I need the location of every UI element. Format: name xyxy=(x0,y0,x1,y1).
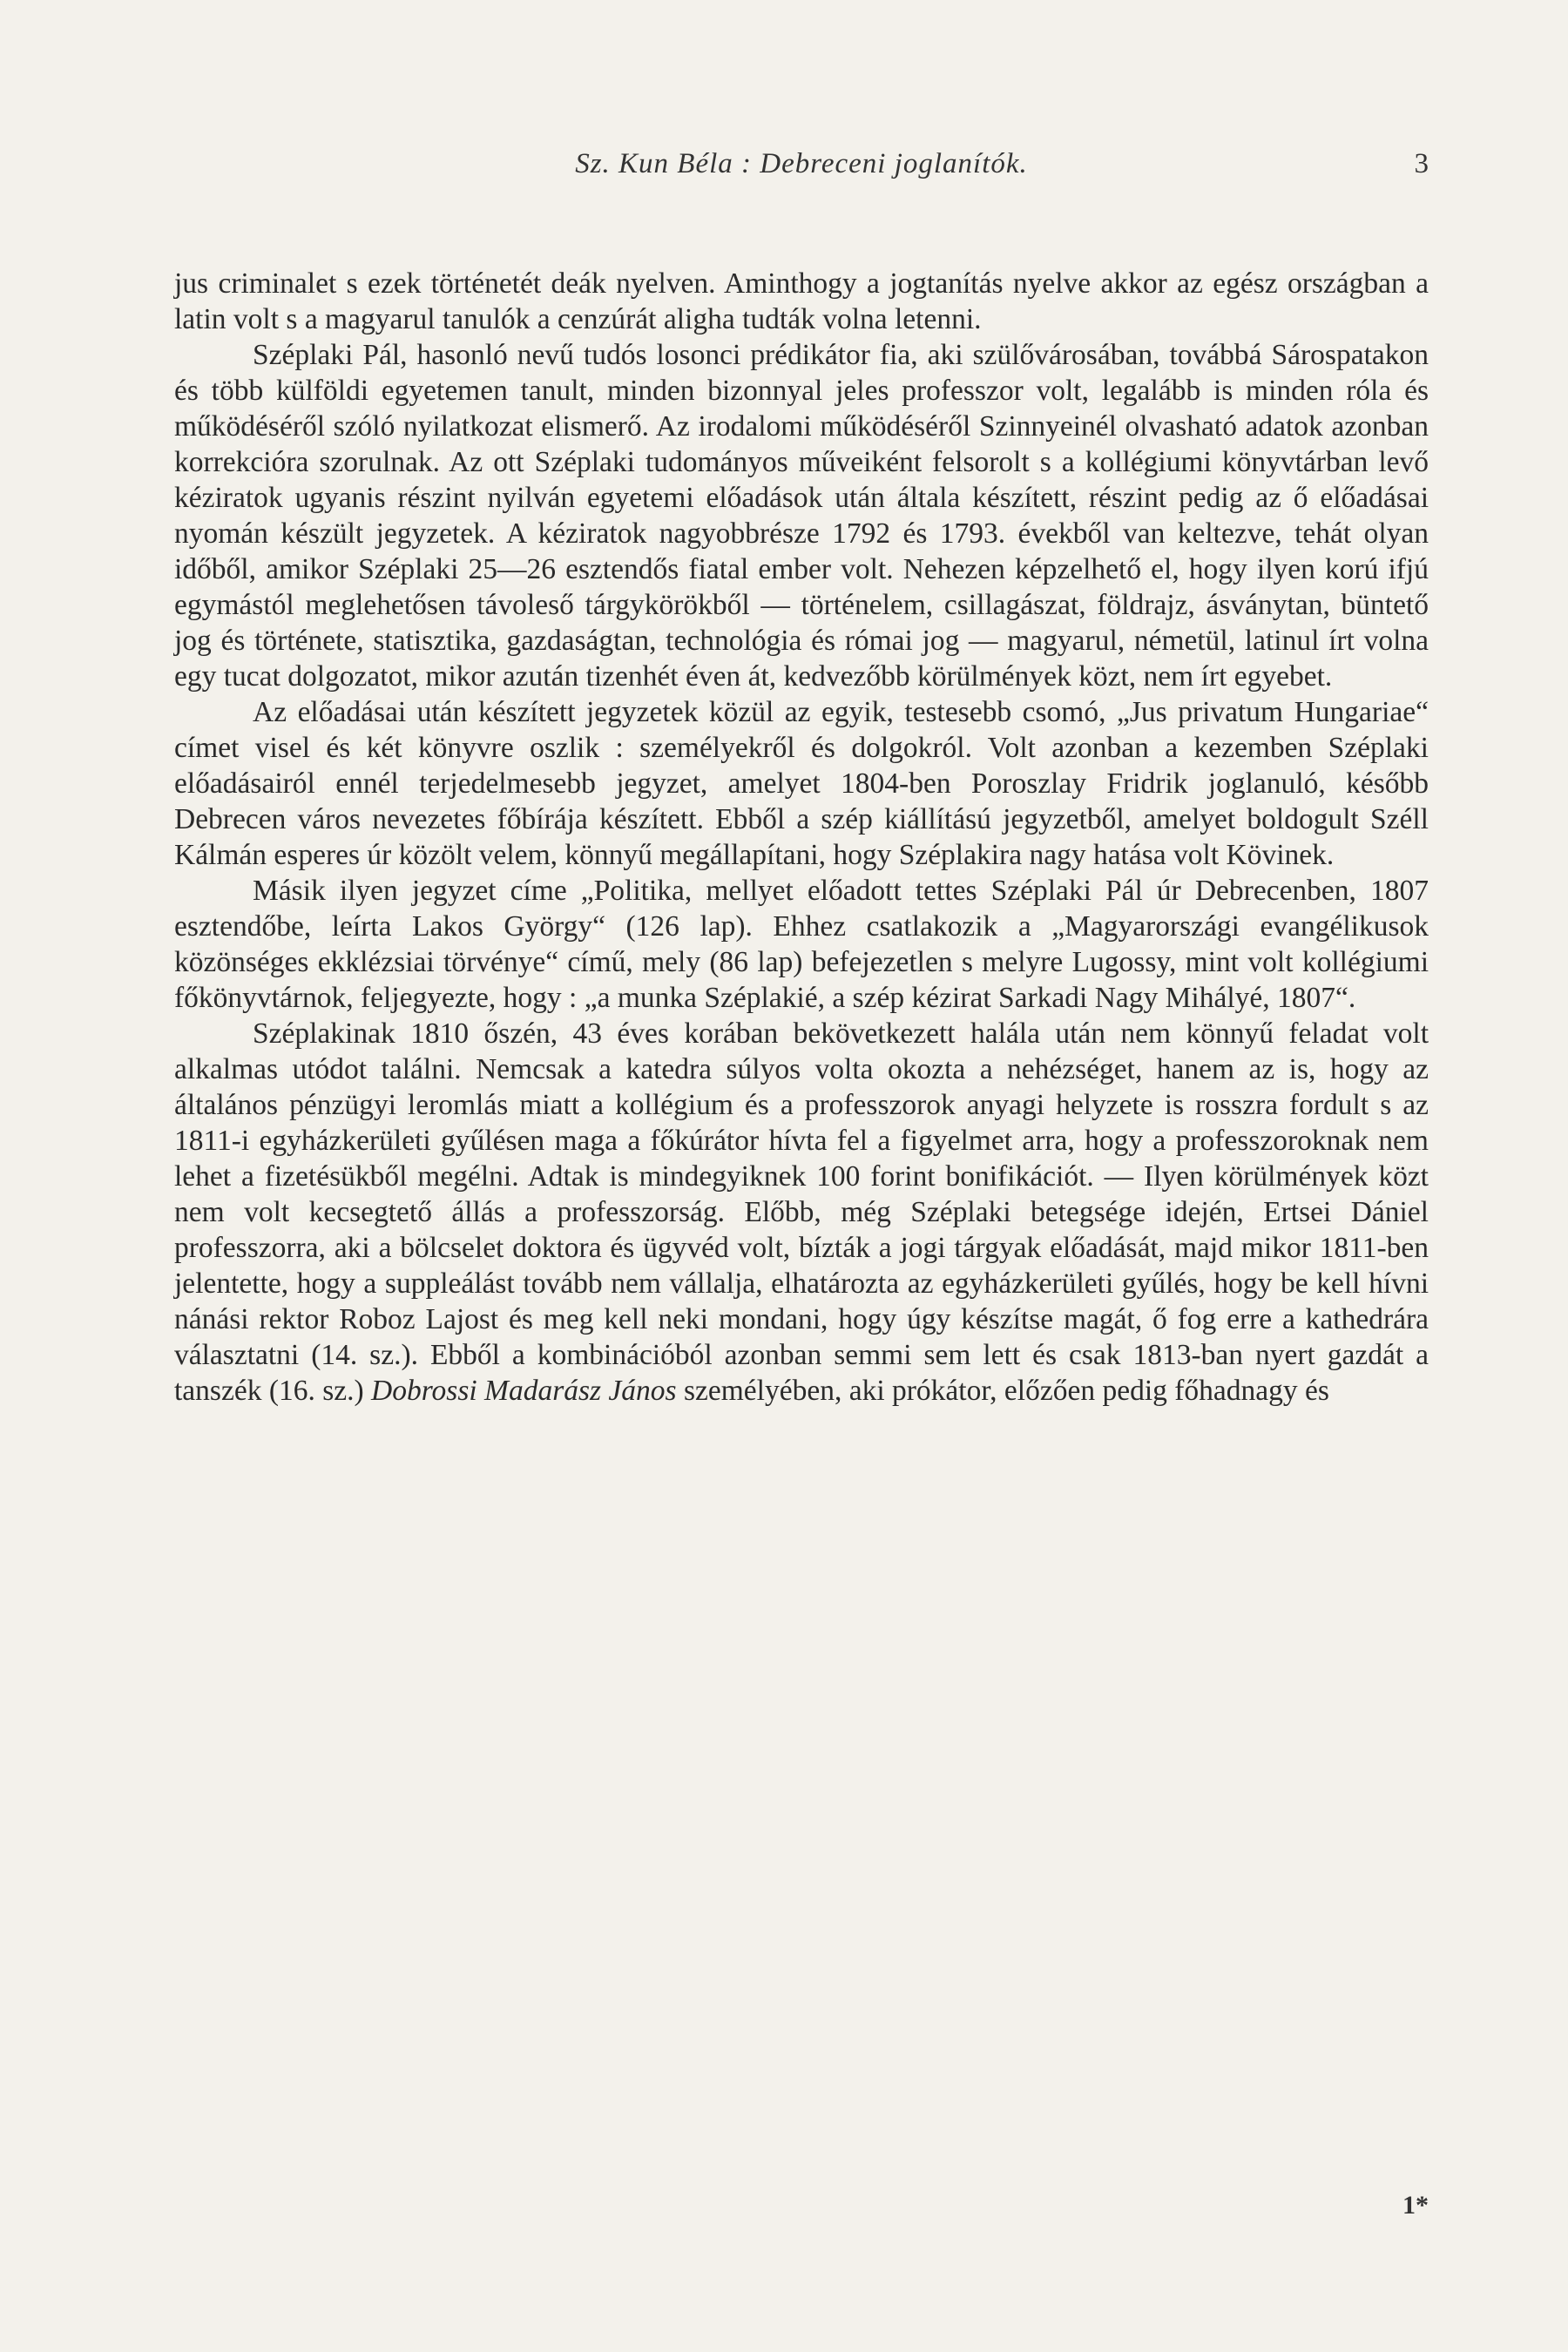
paragraph-1: jus criminalet s ezek történetét deák nyelven. Aminthogy a jogtanítás nyelve akkor az egész országban a latin volt s a magyarul tanulók a cenzúrát aligha tudták volna letenni. xyxy=(174,267,1429,335)
body-text xyxy=(174,266,1429,1409)
running-title: Sz. Kun Béla : Debreceni joglanítók. xyxy=(575,148,1028,179)
paragraph-5 xyxy=(174,1016,1429,1409)
signature-mark: 1* xyxy=(1402,2191,1429,2220)
paragraph-3: Az előadásai után készített jegyzetek közül az egyik, testesebb csomó, „Jus privatum Hungariae“ címet visel és két könyvre oszlik : személyekről és dolgokról. Volt azonban a kezemben Széplaki előadásairól ennél terjedelmesebb jegyzet, amelyet 1804-ben Poroszlay Fridrik joglanuló, később Debrecen város nevezetes főbírája készített. Ebből a szép kiállítású jegyzetből, amelyet boldogult Széll Kálmán esperes úr közölt velem, könnyű megállapítani, hogy Széplakira nagy hatása volt Kövinek. xyxy=(174,696,1429,871)
paragraph-4: Másik ilyen jegyzet címe „Politika, mellyet előadott tettes Széplaki Pál úr Debrecenben, 1807 esztendőbe, leírta Lakos György“ (126 lap). Ehhez csatlakozik a „Magyarországi evangélikusok közönséges ekklézsiai törvénye“ című, mely (86 lap) befejezetlen s melyre Lugossy, mint volt kollégiumi főkönyvtárnok, feljegyezte, hogy : „a munka Széplakié, a szép kézirat Sarkadi Nagy Mihályé, 1807“. xyxy=(174,875,1429,1014)
running-head xyxy=(174,148,1429,192)
italic-name: Dobrossi Madarász János xyxy=(371,1375,677,1407)
paragraph-2: Széplaki Pál, hasonló nevű tudós losonci prédikátor fia, aki szülővárosában, továbbá Sárospatakon és több külföldi egyetemen tanult, minden bizonnyal jeles professzor volt, legalább is minden róla és működéséről szóló nyilatkozat elismerő. Az irodalomi működéséről Szinnyeinél olvasható adatok azonban korrekcióra szorulnak. Az ott Széplaki tudományos műveiként felsorolt s a kollégiumi könyvtárban levő kéziratok ugyanis részint nyilván egyetemi előadások után általa készített, részint pedig az ő előadásai nyomán készült jegyzetek. A kéziratok nagyobbrésze 1792 és 1793. évekből van keltezve, tehát olyan időből, amikor Széplaki 25—26 esztendős fiatal ember volt. Nehezen képzelhető el, hogy ilyen korú ifjú egymástól meglehetősen távoleső tárgykörökből — történelem, csillagászat, földrajz, ásványtan, büntető jog és története, statisztika, gazdaságtan, technológia és római jog — magyarul, németül, latinul írt volna egy tucat dolgozatot, mikor azután tizenhét éven át, kedvezőbb körülmények közt, nem írt egyebet. xyxy=(174,339,1429,693)
page-number: 3 xyxy=(1414,148,1429,179)
paragraph-5-tail: személyében, aki prókátor, előzően pedig főhadnagy és xyxy=(683,1375,1329,1407)
paragraph-5-main: Széplakinak 1810 őszén, 43 éves korában bekövetkezett halála után nem könnyű feladat volt alkalmas utódot találni. Nemcsak a katedra súlyos volta okozta a nehézséget, hanem az is, hogy az általános pénzügyi leromlás miatt a kollégium és a professzorok anyagi helyzete is rosszra fordult s az 1811-i egyházkerületi gyűlésen maga a főkúrátor hívta fel a figyelmet arra, hogy a professzoroknak nem lehet a fizetésükből megélni. Adtak is mindegyiknek 100 forint bonifikációt. — Ilyen körülmények közt nem volt kecsegtető állás a professzorság. Előbb, még Széplaki betegsége idején, Ertsei Dániel professzorra, aki a bölcselet doktora és ügyvéd volt, bízták a jogi tárgyak előadását, majd mikor 1811-ben jelentette, hogy a suppleálást tovább nem vállalja, elhatározta az egyházkerületi gyűlés, hogy be kell hívni nánási rektor Roboz Lajost és meg kell neki mondani, hogy úgy készítse magát, ő fog erre a kathedrára választatni (14. sz.). Ebből a kombinációból azonban semmi sem lett és csak 1813-ban nyert gazdát a tanszék (16. sz.) xyxy=(174,1017,1429,1407)
